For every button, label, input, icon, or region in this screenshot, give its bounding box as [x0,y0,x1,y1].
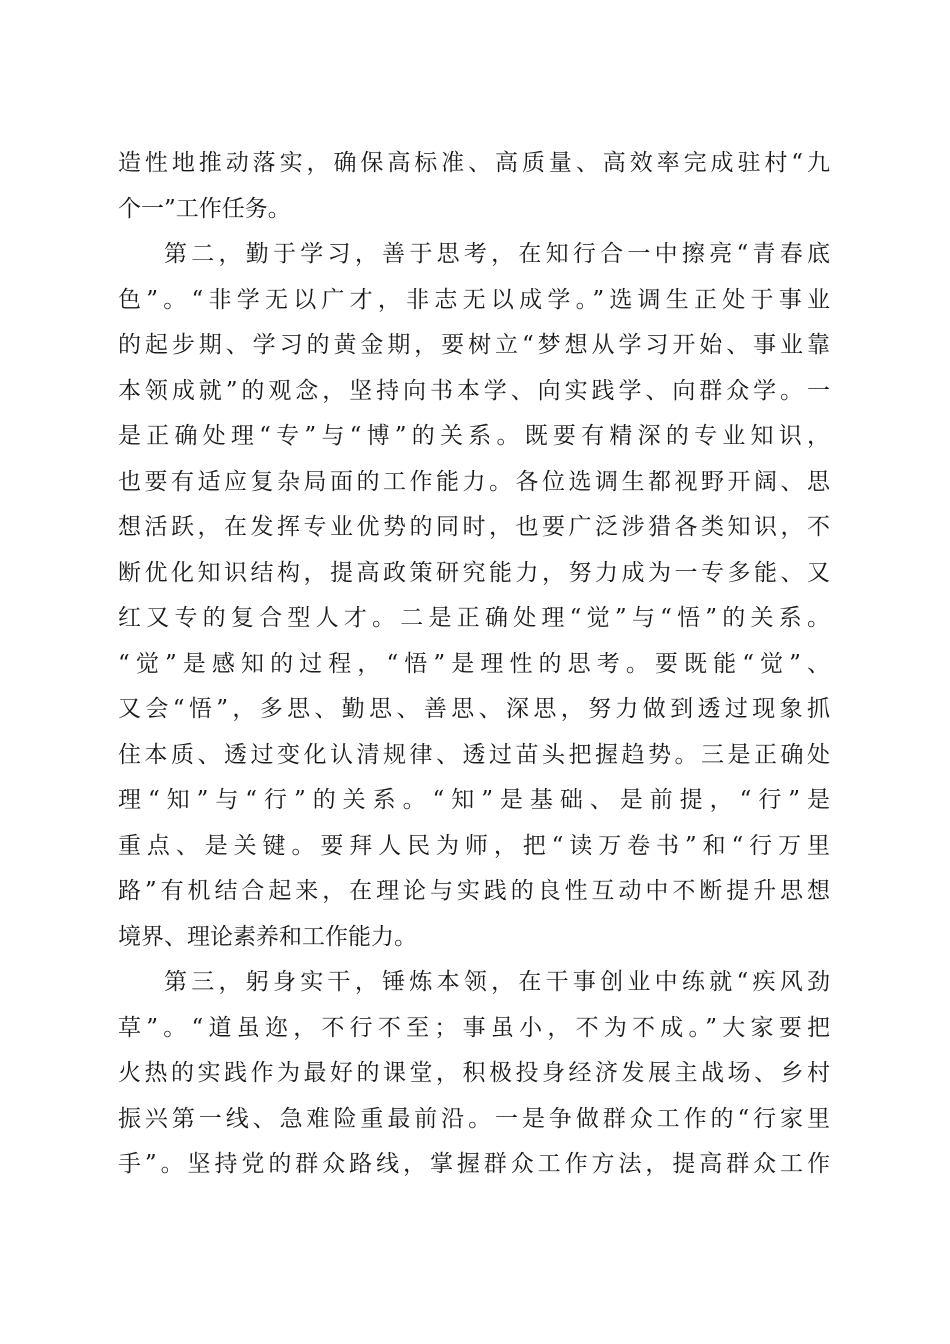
text-line: 红又专的复合型人才。二是正确处理“觉”与“悟”的关系。 [118,605,830,631]
text-line: 又会“悟”，多思、勤思、善思、深思，努力做到透过现象抓 [118,696,830,722]
text-line: 本领成就”的观念，坚持向书本学、向实践学、向群众学。一 [118,377,830,404]
text-line: 色”。“非学无以广才，非志无以成学。”选调生正处于事业 [118,286,830,313]
text-line: 第三，躬身实干，锤炼本领，在干事创业中练就“疾风劲 [164,969,830,995]
paragraph [118,960,830,1188]
text-line: 境界、理论素养和工作能力。 [118,923,417,950]
text-line: 理“知”与“行”的关系。“知”是基础、是前提，“行”是 [118,787,830,813]
paragraph [118,232,830,960]
text-line: 草”。“道虽迩，不行不至；事虽小，不为不成。”大家要把 [118,1014,830,1041]
text-line: 住本质、透过变化认清规律、透过苗头把握趋势。三是正确处 [118,741,830,768]
text-line: 断优化知识结构，提高政策研究能力，努力成为一专多能、又 [118,559,830,586]
text-line: 个一”工作任务。 [118,195,291,222]
text-line: 手”。坚持党的群众路线，掌握群众工作方法，提高群众工作 [118,1151,830,1177]
text-line: 振兴第一线、急难险重最前沿。一是争做群众工作的“行家里 [118,1105,830,1132]
text-line: 第二，勤于学习，善于思考，在知行合一中擦亮“青春底 [164,241,830,267]
text-line: 的起步期、学习的黄金期，要树立“梦想从学习开始、事业靠 [118,332,830,358]
text-line: 路”有机结合起来，在理论与实践的良性互动中不断提升思想 [118,878,830,904]
text-line: “觉”是感知的过程，“悟”是理性的思考。要既能“觉”、 [118,650,830,677]
text-line: 是正确处理“专”与“博”的关系。既要有精深的专业知识， [118,423,830,449]
document-body [118,141,830,1188]
text-line: 重点、是关键。要拜人民为师，把“读万卷书”和“行万里 [118,832,830,859]
text-line: 想活跃，在发挥专业优势的同时，也要广泛涉猎各类知识，不 [118,514,830,540]
text-line: 火热的实践作为最好的课堂，积极投身经济发展主战场、乡村 [118,1060,830,1086]
paragraph [118,141,830,232]
text-line: 造性地推动落实，确保高标准、高质量、高效率完成驻村“九 [118,150,830,176]
text-line: 也要有适应复杂局面的工作能力。各位选调生都视野开阔、思 [118,468,830,495]
